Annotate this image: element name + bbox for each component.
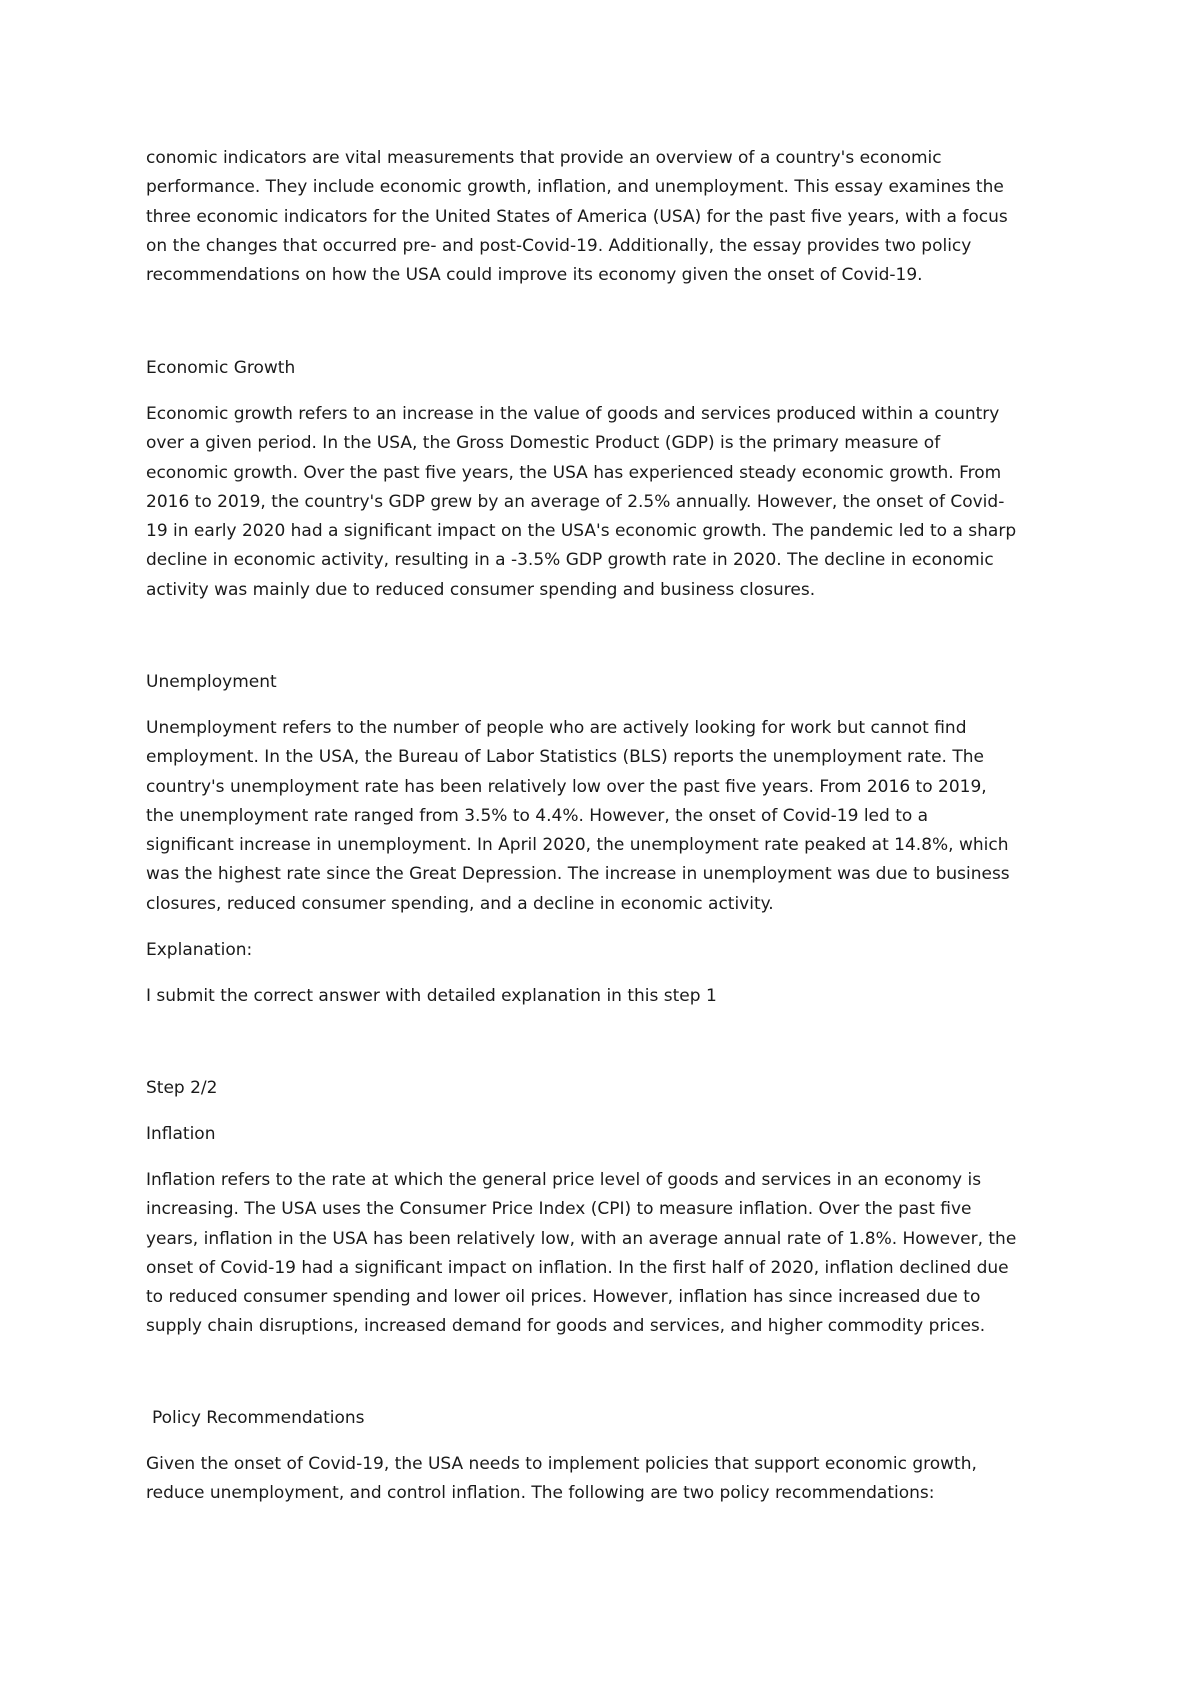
economic-growth-paragraph: Economic growth refers to an increase in the value of goods and services produced within a country over a given period. In the USA, the Gross Domestic Product (GDP) is the primary measure of economic growth. Over the past five years, the USA has experienced steady economic growth. From 2016 to 2019, the country's GDP grew by an average of 2.5% annually. However, the onset of Covid- 19 in early 2020 had a significant impact on the USA's economic growth. The pandemic led to a sharp decline in economic activity, resulting in a -3.5% GDP growth rate in 2020. The decline in economic activity was mainly due to reduced consumer spending and business closures. (146, 404, 1017, 600)
unemployment-heading: Unemployment (146, 672, 277, 692)
intro-paragraph: conomic indicators are vital measurements that provide an overview of a country's economic performance. They include economic growth, inflation, and unemployment. This essay examines the three economic indicators for the United States of America (USA) for the past five years, with a focus on the changes that occurred pre- and post-Covid-19. Additionally, the essay provides two policy recommendations on how the USA could improve its economy given the onset of Covid-19. (146, 148, 1008, 286)
inflation-paragraph: Inflation refers to the rate at which the general price level of goods and services in an economy is increasing. The USA uses the Consumer Price Index (CPI) to measure inflation. Over the past five years, inflation in the USA has been relatively low, with an average annual rate of 1.8%. However, the onset of Covid-19 had a significant impact on inflation. In the first half of 2020, inflation declined due to reduced consumer spending and lower oil prices. However, inflation has since increased due to supply chain disruptions, increased demand for goods and services, and higher commodity prices. (146, 1170, 1017, 1337)
explanation-text: I submit the correct answer with detailed explanation in this step 1 (146, 986, 717, 1006)
policy-heading: Policy Recommendations (152, 1408, 365, 1428)
inflation-heading: Inflation (146, 1124, 216, 1144)
policy-paragraph: Given the onset of Covid-19, the USA needs to implement policies that support economic growth, reduce unemployment, and control inflation. The following are two policy recommendations: (146, 1454, 977, 1504)
explanation-label: Explanation: (146, 940, 253, 960)
step-label: Step 2/2 (146, 1078, 218, 1098)
unemployment-paragraph: Unemployment refers to the number of people who are actively looking for work but cannot find employment. In the USA, the Bureau of Labor Statistics (BLS) reports the unemployment rate. The country's unemployment rate has been relatively low over the past five years. From 2016 to 2019, the unemployment rate ranged from 3.5% to 4.4%. However, the onset of Covid-19 led to a significant increase in unemployment. In April 2020, the unemployment rate peaked at 14.8%, which was the highest rate since the Great Depression. The increase in unemployment was due to business closures, reduced consumer spending, and a decline in economic activity. (146, 718, 1010, 914)
economic-growth-heading: Economic Growth (146, 358, 296, 378)
